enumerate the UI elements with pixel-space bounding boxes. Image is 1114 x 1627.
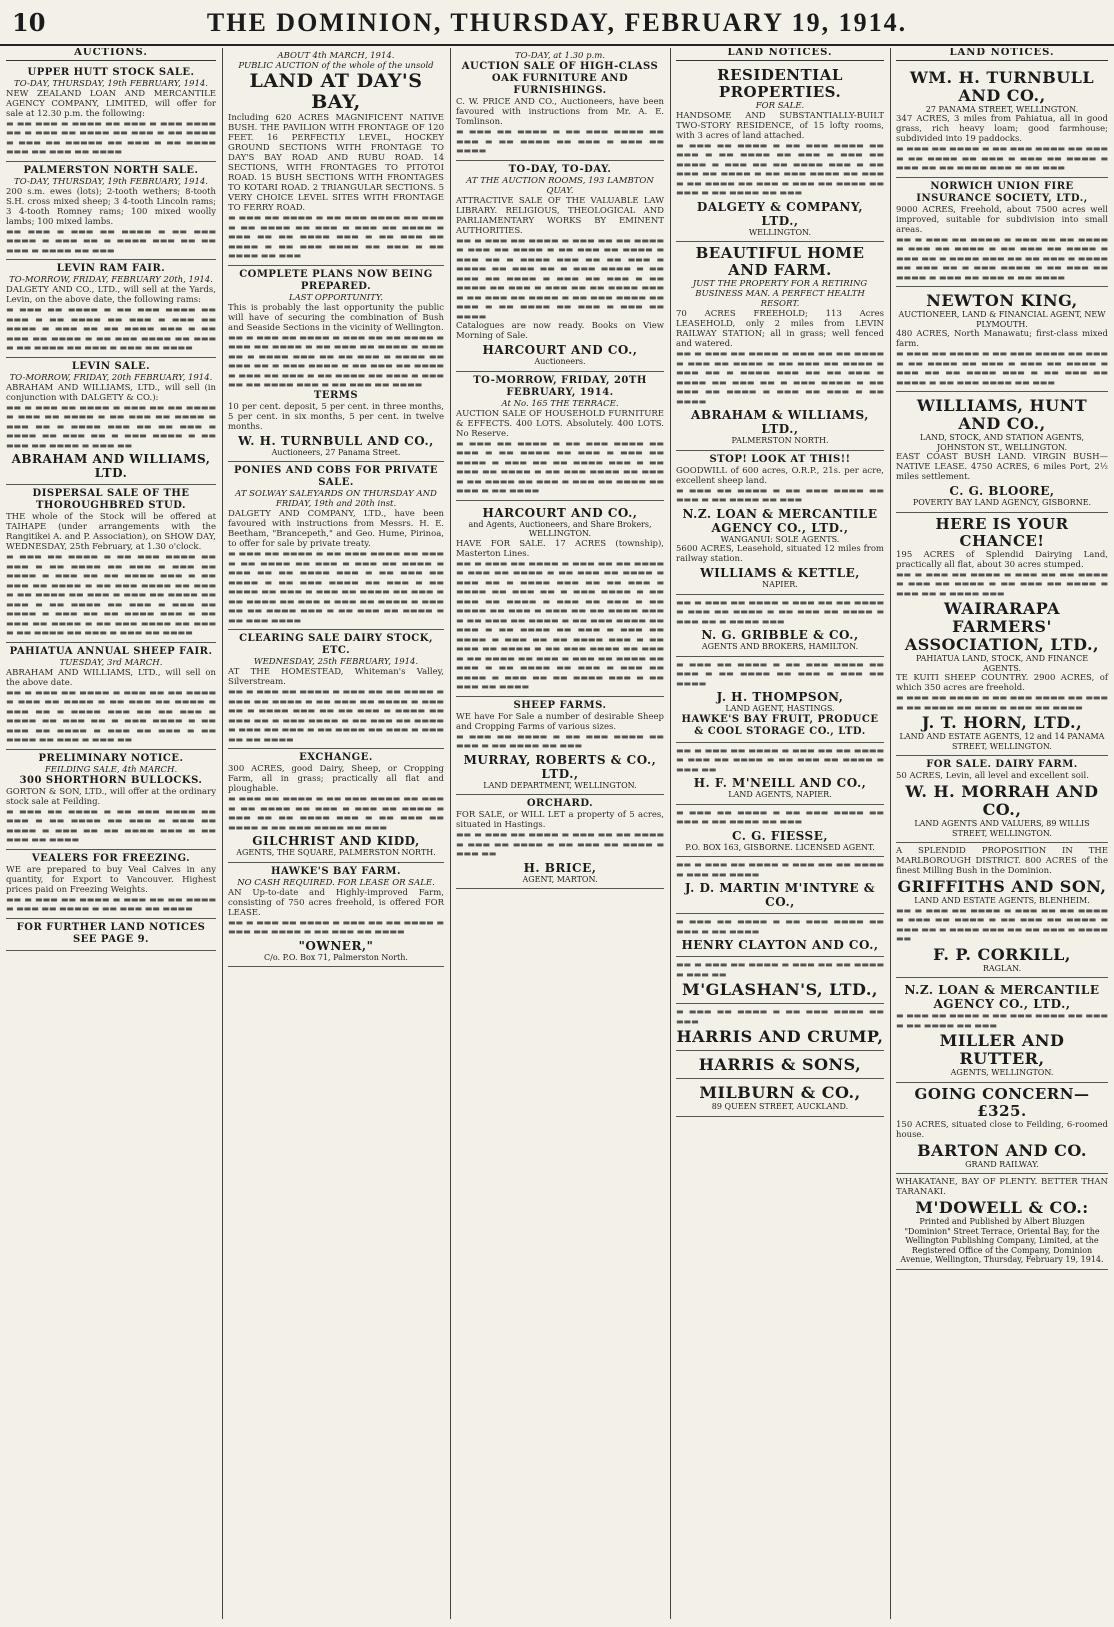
ad-mcglashans [676, 957, 884, 1004]
ad-body: Catalogues are now ready. Books on View Morning of Sale. [456, 321, 664, 341]
ad-firm-address: AGENTS, THE SQUARE, PALMERSTON NORTH. [236, 848, 436, 857]
ad-filler-text: ▬▬ ▬ ▬▬▬ ▬▬ ▬▬▬▬ ▬ ▬▬▬ ▬▬ ▬▬ ▬▬▬▬ ▬ ▬▬▬ ▬▬ ▬▬▬▬ ▬ ▬▬ ▬▬▬ ▬▬ ▬▬▬▬ ▬ ▬▬▬ ▬▬ ▬ ▬▬▬▬ ▬▬▬ ▬▬ ▬▬ ▬▬▬ ▬ ▬▬▬▬ ▬▬ ▬▬▬ ▬▬ ▬ ▬▬▬ ▬▬▬▬ ▬ ▬▬ ▬▬▬ ▬▬ ▬▬▬▬ ▬ ▬▬▬ ▬▬ ▬▬▬ ▬ ▬▬ ▬▬▬▬ ▬▬ ▬▬▬ ▬ ▬▬▬ ▬▬ ▬▬ ▬▬▬▬ [228, 687, 444, 744]
ad-filler-text: ▬ ▬▬▬ ▬▬ ▬▬▬▬ ▬ ▬▬ ▬▬▬ ▬▬▬▬ ▬▬ ▬▬▬ ▬ ▬▬ ▬▬▬▬ [676, 917, 884, 936]
ad-headline: RESIDENTIAL PROPERTIES. [717, 65, 843, 101]
imprint: Printed and Published by Albert Bluzgen "Dominion" Street Terrace, Oriental Bay, for the Wellington Publishing Company, Limited, at the Registered Office of the Company, Dominion Avenue, Wellington, Thursday, February 19, 1914. [900, 1217, 1104, 1265]
ad-heading: EXCHANGE. [299, 752, 373, 763]
ad-heading: CLEARING SALE DAIRY STOCK, ETC. [239, 633, 433, 656]
ad-household-furniture [456, 372, 664, 501]
ad-subheading: TUESDAY, 3rd MARCH. [59, 657, 163, 668]
ad-firm-address: NAPIER. [762, 580, 798, 590]
ad-residential-properties [676, 64, 884, 243]
ad-filler-text: ▬ ▬▬▬ ▬▬ ▬▬▬▬ ▬ ▬▬ ▬▬▬ ▬▬▬▬ ▬▬ ▬▬▬ ▬ ▬▬ ▬▬▬▬ ▬▬ ▬▬▬ ▬ ▬▬▬ ▬▬ ▬▬▬▬ ▬ ▬▬▬ ▬▬ ▬▬ ▬▬▬▬ ▬▬▬ ▬ ▬▬ ▬▬▬ ▬▬ ▬▬▬▬ ▬ ▬▬ ▬▬▬ ▬▬▬▬ ▬▬ ▬▬▬ ▬ ▬▬ ▬▬▬▬ ▬▬ ▬▬▬ ▬ ▬▬▬ ▬▬ ▬▬▬▬ ▬▬ ▬▬▬ ▬ ▬▬ ▬▬▬▬ ▬▬ ▬▬▬ ▬ ▬▬▬ ▬▬ ▬▬▬▬ ▬ ▬▬▬ ▬▬ ▬▬ ▬▬▬▬ ▬▬▬ ▬ ▬▬ ▬▬▬ ▬▬ ▬▬▬▬ ▬ ▬▬ ▬▬▬ ▬▬▬▬ ▬▬ ▬▬▬ ▬ ▬▬ ▬▬▬▬ ▬▬ ▬▬▬ ▬ ▬▬▬ ▬▬ ▬▬▬▬ [6, 552, 216, 638]
ad-filler-text: ▬▬ ▬ ▬▬▬ ▬▬ ▬▬▬▬ ▬ ▬▬▬ ▬▬ ▬▬ ▬▬▬▬ ▬ ▬▬▬ ▬▬ ▬▬▬▬ ▬ ▬▬ ▬▬▬ ▬▬ ▬▬▬▬ [6, 894, 216, 914]
ad-firm-address: 89 QUEEN STREET, AUCKLAND. [711, 1102, 849, 1112]
ad-preliminary-notice [6, 750, 216, 850]
ad-filler-text: ▬ ▬▬▬ ▬▬ ▬▬▬▬ ▬ ▬▬ ▬▬▬ ▬▬▬▬ ▬▬ ▬▬▬ ▬ ▬▬ ▬▬▬▬ ▬▬ ▬▬▬ ▬ ▬▬▬ ▬▬ ▬▬▬▬ ▬ ▬▬▬ ▬▬ ▬▬ ▬▬▬▬ ▬▬▬ ▬ ▬▬ ▬▬▬ ▬▬ ▬▬▬▬ [6, 806, 216, 845]
ad-nz-loan-mercantile [896, 978, 1108, 1083]
ad-ponies-and-cobs [228, 462, 444, 630]
newspaper-title: THE DOMINION, THURSDAY, FEBRUARY 19, 1914. [206, 8, 908, 37]
ad-firm-name: HARRIS & SONS, [698, 1055, 862, 1075]
ad-filler-text: ▬ ▬▬▬ ▬▬ ▬▬▬▬ ▬ ▬▬ ▬▬▬ ▬▬▬▬ ▬▬ ▬▬▬ ▬ ▬▬ ▬▬▬▬ ▬▬ ▬▬▬ ▬ ▬▬▬ ▬▬ ▬▬▬▬ ▬ ▬▬▬ ▬▬ ▬▬ ▬▬▬▬ ▬▬▬ ▬ ▬▬ ▬▬▬ ▬▬ ▬▬▬▬ ▬ ▬▬ ▬▬▬ ▬▬▬▬ ▬▬ ▬▬▬ ▬ ▬▬ ▬▬▬▬ ▬▬ ▬▬▬ ▬ ▬▬▬ ▬▬ ▬▬▬▬ ▬▬ ▬▬▬ ▬ ▬▬ ▬▬▬▬ [456, 438, 664, 495]
column-2 [224, 48, 448, 1619]
column-5 [892, 48, 1112, 1619]
ad-body: 70 ACRES FREEHOLD; 113 Acres LEASEHOLD, only 2 miles from LEVIN RAILWAY STATION; all in grass; well fenced and watered. [676, 309, 884, 350]
ad-heading: LEVIN RAM FAIR. [56, 263, 166, 275]
ad-subheading: JUST THE PROPERTY FOR A RETIRING BUSINESS MAN. A PERFECT HEALTH RESORT. [692, 279, 868, 310]
ad-body: EAST COAST BUSH LAND. VIRGIN BUSH—NATIVE LEASE. 4750 ACRES, 6 miles Port, 2½ miles settlement. [896, 452, 1108, 483]
ad-firm-address: AUCTIONEER, LAND & FINANCIAL AGENT, NEW PLYMOUTH. [898, 310, 1106, 329]
ad-subheading: FEILDING SALE, 4th MARCH. [44, 764, 178, 775]
column-rule [450, 48, 451, 1619]
ad-filler-text: ▬▬ ▬ ▬▬▬ ▬▬ ▬▬▬▬ ▬ ▬▬▬ ▬▬ ▬▬ ▬▬▬▬ ▬ ▬▬▬ ▬▬ ▬▬▬▬ ▬ ▬▬ ▬▬▬ ▬▬ ▬▬▬▬ ▬ ▬▬▬ ▬▬ [676, 745, 884, 774]
ad-filler-text: ▬ ▬▬ ▬▬▬ ▬ ▬▬▬▬ ▬▬ ▬▬▬ ▬ ▬▬▬ ▬▬▬▬ ▬▬ ▬ ▬▬▬ ▬▬ ▬▬▬▬ ▬▬ ▬▬▬ ▬ ▬▬ ▬▬▬▬ ▬ ▬▬▬ ▬▬ ▬▬▬▬▬ ▬▬ ▬▬▬ ▬ ▬▬ ▬▬▬▬ ▬▬▬ ▬▬ ▬▬▬ ▬▬ ▬▬▬▬ [6, 118, 216, 157]
ad-going-concern [896, 1083, 1108, 1175]
ad-body: 150 ACRES, situated close to Feilding, 6-roomed house. [896, 1119, 1108, 1140]
ad-body: DALGETY AND CO., LTD., will sell at the Yards, Levin, on the above date, the following rams: [6, 285, 216, 306]
ad-williams-hunt [896, 392, 1108, 513]
ad-body: AUCTION SALE OF HOUSEHOLD FURNITURE & EFFECTS. 400 LOTS. Absolutely. 400 LOTS. No Reserve. [456, 408, 664, 439]
ad-firm-address: POVERTY BAY LAND AGENCY, GISBORNE. [912, 498, 1092, 508]
ad-firm-name: J. D. MARTIN M'INTYRE & CO., [684, 881, 876, 910]
ad-firm-name: DALGETY & COMPANY, LTD., [696, 199, 864, 228]
column-1 [2, 48, 220, 1619]
ad-firm-name: H. F. M'NEILL AND CO., [693, 776, 867, 791]
ad-filler-text: ▬▬ ▬ ▬▬▬ ▬▬ ▬▬▬▬ ▬ ▬▬▬ ▬▬ ▬▬ ▬▬▬▬ ▬ ▬▬▬ ▬▬ ▬▬▬▬ [676, 860, 884, 879]
ad-firm-name: NEWTON KING, [926, 291, 1078, 311]
ad-firm-name: HARCOURT AND CO., [482, 505, 638, 520]
ad-hawkes-bay-farm [228, 863, 444, 968]
ad-firm-name: MURRAY, ROBERTS & CO., LTD., [463, 752, 657, 781]
ad-firm-name: HARCOURT AND CO., [482, 343, 638, 357]
ad-body: C. W. PRICE AND CO., Auctioneers, have been favoured with instructions from Mr. A. E. Tomlinson. [456, 97, 664, 127]
ad-body: GOODWILL of 600 acres, O.R.P., 21s. per acre, excellent sheep land. [676, 465, 884, 486]
ad-heading: STOP! LOOK AT THIS!! [709, 453, 851, 465]
ad-body: 50 ACRES, Levin, all level and excellent soil. [896, 771, 1089, 782]
ad-orchard [456, 795, 664, 889]
ad-heading: PALMERSTON NORTH SALE. [23, 164, 199, 176]
ad-heading: ORCHARD. [526, 798, 594, 809]
ad-heading: FOR SALE. DAIRY FARM. [926, 759, 1078, 771]
ad-headline: HERE IS YOUR CHANCE! [935, 514, 1069, 550]
ad-subheading: FOR SALE. [755, 100, 805, 111]
ad-firm-address: LAND AGENTS AND VALUERS, 89 WILLIS STREET, WELLINGTON. [914, 819, 1090, 838]
ad-firm-name: C. G. FIESSE, [731, 828, 829, 843]
ad-filler-text: ▬▬ ▬ ▬▬▬ ▬▬ ▬▬▬▬ ▬ ▬▬▬ ▬▬ ▬▬ ▬▬▬▬ ▬ ▬▬▬ ▬▬ ▬▬▬▬ ▬ ▬▬ ▬▬▬ ▬▬ ▬▬▬▬ [228, 917, 444, 936]
ad-heading: TO-DAY, TO-DAY. [508, 163, 612, 175]
ad-filler-text: ▬ ▬▬▬ ▬▬ ▬▬▬▬ ▬ ▬▬ ▬▬▬ ▬▬▬▬ ▬▬ ▬▬▬ ▬ ▬▬ ▬▬▬▬ ▬▬ ▬▬▬ [896, 1011, 1108, 1030]
ad-stop-look [676, 451, 884, 595]
ad-levin-sale [6, 358, 216, 486]
ad-filler-text: ▬ ▬▬▬ ▬▬ ▬▬▬▬ ▬ ▬▬ ▬▬▬ ▬▬▬▬ ▬▬ ▬▬▬ ▬ ▬▬ ▬▬▬▬ ▬▬ ▬▬▬ ▬ ▬▬▬ ▬▬ ▬▬▬▬ [896, 693, 1108, 712]
ad-terms-heading: TERMS [313, 389, 359, 401]
ad-subheading: TO-MORROW, FRIDAY, 20th FEBRUARY, 1914. [9, 372, 213, 383]
ad-dispersal-sale [6, 485, 216, 643]
ad-harris-sons [676, 1051, 884, 1079]
ad-body: 300 ACRES, good Dairy, Sheep, or Cropping Farm, all in grass; practically all flat and ploughable. [228, 764, 444, 794]
ad-dairy-farm [896, 756, 1108, 843]
ad-heading: HAWKE'S BAY FRUIT, PRODUCE & COOL STORAGE CO., LTD. [681, 713, 879, 737]
ad-harcourt-for-sale [456, 501, 664, 697]
ad-palmerston-north-sale [6, 162, 216, 261]
ad-firm-name: ABRAHAM & WILLIAMS, LTD., [691, 408, 869, 437]
ad-heading: PAHIATUA ANNUAL SHEEP FAIR. [9, 645, 213, 657]
ad-firm-name: W. H. MORRAH AND CO., [905, 782, 1099, 820]
ad-firm-name: J. T. HORN, LTD., [921, 713, 1083, 733]
ad-griffiths [896, 843, 1108, 978]
ad-body: Including 620 ACRES MAGNIFICENT NATIVE BUSH. THE PAVILION WITH FRONTAGE OF 120 FEET. 16 PERFECTLY LEVEL, HOCKEY GROUND SECTIONS WITH FRONTAGE TO DAY'S BAY ROAD AND RUBU ROAD. 14 SECTIONS, WITH FRONTAGES TO PITOTOI ROAD. 15 BUSH SECTIONS WITH FRONTAGES TO KOTARI ROAD. 2 TRIANGULAR SECTIONS. 5 VERY CHOICE LEVEL SITES WITH FRONTAGE TO FERRY ROAD. [228, 113, 444, 213]
ad-firm-address: LAND AGENTS, NAPIER. [728, 790, 832, 800]
ad-mcneill [676, 743, 884, 805]
ad-filler-text: ▬ ▬▬▬ ▬▬ ▬▬▬▬ ▬ ▬▬ ▬▬▬ ▬▬▬▬ ▬▬ ▬▬▬ ▬ ▬▬ ▬▬▬▬ ▬▬ ▬▬▬ [676, 807, 884, 827]
ad-firm-name: WAIRARAPA FARMERS' ASSOCIATION, LTD., [904, 599, 1100, 655]
ad-firm-name: C. G. BLOORE, [949, 484, 1055, 499]
ad-heading: PONIES AND COBS FOR PRIVATE SALE. [233, 465, 439, 488]
ad-body: ABRAHAM AND WILLIAMS, LTD., will sell (in conjunction with DALGETY & CO.): [6, 382, 216, 403]
ad-firm-name: W. H. TURNBULL AND CO., [238, 433, 434, 448]
ad-firm-address: AGENTS, WELLINGTON. [950, 1068, 1054, 1078]
ad-clayton [676, 914, 884, 957]
ad-heading: NORWICH UNION FIRE INSURANCE SOCIETY, LTD., [916, 180, 1088, 204]
ad-subheading: TO-DAY, THURSDAY, 19th FEBRUARY, 1914. [14, 176, 208, 187]
ad-firm-name: N. G. GRIBBLE & CO., [701, 628, 859, 643]
ad-filler-text: ▬▬ ▬ ▬▬▬ ▬▬ ▬▬▬▬ ▬ ▬▬▬ ▬▬ ▬▬ ▬▬▬▬ ▬ ▬▬▬ ▬▬ ▬▬▬▬ ▬ ▬▬ ▬▬▬ ▬▬ ▬▬▬▬ ▬ ▬▬▬ ▬▬ ▬ ▬▬▬▬ ▬▬▬ ▬▬ ▬▬ ▬▬▬ ▬ ▬▬▬▬ ▬▬ ▬▬▬ ▬▬ ▬ ▬▬▬ ▬▬▬▬ ▬ ▬▬ ▬▬▬ ▬▬ ▬▬▬▬ ▬ ▬▬▬ ▬▬ ▬▬▬ ▬ ▬▬ ▬▬▬▬ ▬▬ ▬▬▬ ▬ ▬▬▬ ▬▬ ▬▬ ▬▬▬▬ ▬▬▬ ▬ ▬▬ ▬▬▬ ▬▬ ▬▬▬▬ [228, 332, 444, 389]
ad-filler-text: ▬▬ ▬ ▬▬▬ ▬▬ ▬▬▬▬ ▬ ▬▬▬ ▬▬ ▬▬ ▬▬▬▬ ▬ ▬▬▬ ▬▬ ▬▬▬▬ ▬ ▬▬ ▬▬▬ ▬▬ ▬▬▬▬ ▬ ▬▬▬ ▬▬ ▬ ▬▬▬▬ ▬▬▬ [676, 597, 884, 626]
ad-headline: GOING CONCERN—£325. [914, 1084, 1090, 1120]
ad-firm-address: 27 PANAMA STREET, WELLINGTON. [925, 104, 1079, 114]
ad-clearing-sale [228, 630, 444, 749]
ad-firm-name: WILLIAMS & KETTLE, [700, 566, 860, 581]
ad-firm-address: LAND AND ESTATE AGENTS, 12 and 14 PANAMA STREET, WELLINGTON. [899, 732, 1105, 751]
column-rule [222, 48, 223, 1619]
ad-complete-plans [228, 266, 444, 463]
ad-upper-hutt [6, 64, 216, 162]
ad-filler-text: ▬ ▬▬▬ ▬▬ ▬▬▬▬ ▬ ▬▬ ▬▬▬ ▬▬▬▬ ▬▬ ▬▬▬ ▬ ▬▬ ▬▬▬▬ ▬▬ ▬▬▬ ▬ ▬▬▬ ▬▬ ▬▬▬▬ ▬ ▬▬▬ ▬▬ ▬▬ ▬▬▬▬ ▬▬▬ ▬ ▬▬ ▬▬▬ ▬▬ ▬▬▬▬ ▬ ▬▬ ▬▬▬ ▬▬▬▬ ▬▬ ▬▬▬ [228, 794, 444, 832]
ad-body: HANDSOME AND SUBSTANTIALLY-BUILT TWO-STORY RESIDENCE, of 15 lofty rooms, with 3 acres of land attached. [676, 110, 884, 141]
ad-body: 200 s.m. ewes (lots); 2-tooth wethers; 8-tooth S.H. cross mixed sheep; 3 4-tooth Lincoln rams; 3 4-tooth Romney rams; 100 mixed woolly lambs; 100 mixed lambs. [6, 186, 216, 227]
ad-newton-king [896, 287, 1108, 392]
ad-heading: LEVIN SALE. [71, 360, 151, 372]
ad-body: FOR SALE, or WILL LET a property of 5 acres, situated in Hastings. [456, 810, 664, 830]
ad-body: WHAKATANE, BAY OF PLENTY. BETTER THAN TARANAKI. [896, 1177, 1108, 1198]
ad-firm-address: LAND, STOCK, AND STATION AGENTS, JOHNSTON ST., WELLINGTON. [920, 433, 1084, 452]
ad-firm-address: WANGANUI: SOLE AGENTS. [720, 534, 840, 544]
ad-milburn [676, 1079, 884, 1117]
ad-body: WE have For Sale a number of desirable Sheep and Cropping Farms of various sizes. [456, 711, 664, 732]
ad-filler-text: ▬▬ ▬ ▬▬▬ ▬▬ ▬▬▬▬ ▬ ▬▬▬ ▬▬ ▬▬ ▬▬▬▬ ▬ ▬▬▬ ▬▬ ▬▬▬▬ ▬ ▬▬ ▬▬▬ ▬▬ ▬▬▬▬ ▬ ▬▬▬ ▬▬ ▬ ▬▬▬▬ ▬▬▬ ▬▬ ▬▬ ▬▬▬ ▬ ▬▬▬▬ ▬▬ [896, 905, 1108, 944]
ad-subheading: ABOUT 4th MARCH, 1914. [277, 51, 395, 61]
ad-headline: BEAUTIFUL HOME AND FARM. [695, 244, 865, 280]
ad-body: HAVE FOR SALE. 17 ACRES (township), Masterton Lines. [456, 538, 664, 559]
ad-firm-name: J. H. THOMPSON, [716, 690, 844, 705]
ad-subheading: AT THE AUCTION ROOMS, 193 LAMBTON QUAY. [466, 175, 654, 196]
ad-heading: 300 SHORTHORN BULLOCKS. [19, 774, 203, 786]
ad-subheading: TO-DAY, THURSDAY, 19th FEBRUARY, 1914. [14, 78, 208, 89]
ad-firm-address: GRAND RAILWAY. [965, 1159, 1039, 1169]
ad-firm-address: AGENT, MARTON. [522, 874, 598, 884]
ad-filler-text: ▬▬ ▬ ▬▬▬ ▬▬ ▬▬▬▬ ▬ ▬▬▬ ▬▬ ▬▬ ▬▬▬▬ ▬ ▬▬▬ ▬▬ ▬▬▬▬ ▬ ▬▬ ▬▬▬ ▬▬ ▬▬▬▬ ▬ ▬▬▬ ▬▬ [456, 830, 664, 858]
ad-subheading: NO CASH REQUIRED. FOR LEASE OR SALE. [237, 877, 435, 888]
ad-body: 480 ACRES, North Manawatu; first-class mixed farm. [896, 329, 1108, 350]
ad-body: AT THE HOMESTEAD, Whiteman's Valley, Silverstream. [228, 667, 444, 687]
ad-subheading: TO-DAY, at 1.30 p.m. [514, 51, 606, 61]
ad-heading: TO-MORROW, FRIDAY, 20TH FEBRUARY, 1914. [473, 374, 647, 398]
ad-beautiful-home [676, 242, 884, 451]
ad-heading: FOR FURTHER LAND NOTICES SEE PAGE 9. [16, 921, 206, 945]
ad-martin-mcintyre [676, 857, 884, 914]
ad-filler-text: ▬▬ ▬ ▬▬▬ ▬▬ ▬▬▬▬ ▬ ▬▬▬ ▬▬ ▬▬ ▬▬▬▬ ▬ ▬▬▬ ▬▬ ▬▬▬▬ ▬ ▬▬ ▬▬▬ ▬▬ ▬▬▬▬ ▬ ▬▬▬ ▬▬ ▬ ▬▬▬▬ ▬▬▬ ▬▬ ▬▬ ▬▬▬ ▬ ▬▬▬▬ ▬▬ ▬▬▬ ▬▬ ▬ ▬▬▬ ▬▬▬▬ ▬ ▬▬ ▬▬▬ ▬▬ ▬▬▬▬ ▬ ▬▬▬ ▬▬ [6, 402, 216, 450]
ad-filler-text: ▬▬ ▬ ▬▬▬ ▬▬ ▬▬▬▬ ▬ ▬▬▬ ▬▬ ▬▬ ▬▬▬▬ ▬ ▬▬▬ ▬▬ [676, 960, 884, 979]
ad-sheep-farms [456, 697, 664, 796]
ad-filler-text: ▬ ▬▬▬ ▬▬ ▬▬▬▬ ▬ ▬▬ ▬▬▬ ▬▬▬▬ ▬▬ ▬▬▬ ▬ ▬▬ ▬▬▬▬ ▬▬ ▬▬▬ ▬ ▬▬▬ ▬▬ ▬▬▬▬ ▬ ▬▬▬ ▬▬ ▬▬ ▬▬▬▬ ▬▬▬ ▬ ▬▬ ▬▬▬ ▬▬ ▬▬▬▬ ▬ ▬▬ ▬▬▬ ▬▬▬▬ ▬▬ ▬▬▬ ▬ ▬▬ ▬▬▬▬ ▬▬ ▬▬▬ ▬ ▬▬▬ ▬▬ ▬▬▬▬ ▬▬ ▬▬▬ ▬ ▬▬ ▬▬▬▬ ▬▬ ▬▬▬ ▬ ▬▬▬ ▬▬ ▬▬▬▬ ▬ ▬▬▬ ▬▬ ▬▬ ▬▬▬▬ ▬▬▬ ▬ ▬▬ ▬▬▬ ▬▬ ▬▬▬▬ ▬ ▬▬ ▬▬▬ ▬▬▬▬ [228, 549, 444, 625]
ad-firm-name: WILLIAMS, HUNT AND CO., [916, 396, 1088, 434]
ad-further-land-notices [6, 919, 216, 951]
ad-firm-address: C/o. P.O. Box 71, Palmerston North. [264, 952, 408, 962]
ad-filler-text: ▬ ▬▬▬ ▬▬ ▬▬▬▬ ▬ ▬▬ ▬▬▬ ▬▬▬▬ ▬▬ ▬▬▬ ▬ ▬▬ ▬▬▬▬ ▬▬ ▬▬▬ ▬ ▬▬▬ ▬▬ ▬▬▬▬ ▬ ▬▬▬ ▬▬ ▬▬ ▬▬▬▬ ▬▬▬ ▬ ▬▬ ▬▬▬ ▬▬ ▬▬▬▬ ▬ ▬▬ ▬▬▬ ▬▬▬▬ ▬▬ ▬▬▬ ▬ ▬▬ ▬▬▬▬ ▬▬ ▬▬▬ [228, 213, 444, 260]
ad-subheading: PUBLIC AUCTION of the whole of the unsold [238, 61, 434, 71]
ad-body: 10 per cent. deposit, 5 per cent. in three months, 5 per cent. in six months, 5 per cent. in twelve months. [228, 401, 444, 432]
ad-heading: SHEEP FARMS. [513, 699, 607, 711]
ad-filler-text: ▬▬ ▬ ▬▬▬ ▬▬ ▬▬▬▬ ▬ ▬▬▬ ▬▬ ▬▬ ▬▬▬▬ ▬ ▬▬▬ ▬▬ ▬▬▬▬ ▬ ▬▬ ▬▬▬ ▬▬ ▬▬▬▬ ▬ ▬▬▬ ▬▬ ▬ ▬▬▬▬ ▬▬▬ ▬▬ ▬▬ ▬▬▬ ▬ ▬▬▬▬ ▬▬ ▬▬▬ ▬▬ ▬ ▬▬▬ ▬▬▬▬ ▬ ▬▬ ▬▬▬ ▬▬ ▬▬▬▬ ▬ ▬▬▬ ▬▬ ▬▬▬ ▬ ▬▬ ▬▬▬▬ ▬▬ ▬▬▬ ▬ ▬▬▬ ▬▬ ▬▬ ▬▬▬▬ ▬▬▬ ▬ ▬▬ ▬▬▬ ▬▬ ▬▬▬▬ ▬ ▬▬ ▬▬▬ ▬▬▬▬ ▬▬ ▬▬▬ ▬ ▬▬ ▬▬▬▬ ▬▬ ▬▬▬ ▬ ▬▬▬ ▬▬ ▬▬▬▬ ▬ ▬▬▬ ▬▬ ▬▬ ▬▬▬▬ ▬▬▬ ▬ ▬▬ ▬▬▬ ▬▬ ▬▬▬▬ ▬ ▬▬ ▬▬▬ ▬▬▬▬ ▬▬ ▬▬▬ ▬ ▬▬ ▬▬▬▬ ▬▬ ▬▬▬ ▬ ▬▬▬ ▬▬ ▬▬▬▬ ▬▬ ▬▬▬ ▬ ▬▬ ▬▬▬▬ ▬▬ ▬▬▬ ▬ ▬▬▬ ▬▬ ▬▬▬▬ ▬ ▬▬▬ ▬▬ ▬▬ ▬▬▬▬ ▬▬▬ ▬ ▬▬ ▬▬▬ ▬▬ ▬▬▬▬ [456, 558, 664, 691]
page-number: 10 [12, 8, 46, 37]
ad-mcdowell [896, 1174, 1108, 1270]
ad-heading: COMPLETE PLANS NOW BEING PREPARED. [239, 268, 433, 292]
ad-firm-address: LAND DEPARTMENT, WELLINGTON. [483, 780, 637, 790]
ad-body: 195 ACRES of Splendid Dairying Land, practically all flat, about 30 acres stumped. [896, 549, 1108, 570]
ad-firm-name: M'GLASHAN'S, LTD., [682, 980, 878, 1000]
ad-days-bay-land [228, 48, 444, 266]
ad-body: 9000 ACRES, Freehold, about 7500 acres well improved, suitable for subdivision into small areas. [896, 204, 1108, 235]
ad-firm-name: MILBURN & CO., [699, 1083, 861, 1103]
ad-subheading: AT SOLWAY SALEYARDS ON THURSDAY AND FRIDAY, 19th and 20th inst. [235, 489, 437, 509]
ad-vealers [6, 850, 216, 919]
ad-firm-address: P.O. BOX 163, GISBORNE. LICENSED AGENT. [685, 842, 875, 852]
ad-body: NEW ZEALAND LOAN AND MERCANTILE AGENCY COMPANY, LIMITED, will offer for sale at 12.30 p.m. the following: [6, 88, 216, 119]
ad-filler-text: ▬▬ ▬ ▬▬▬ ▬▬ ▬▬▬▬ ▬ ▬▬▬ ▬▬ ▬▬ ▬▬▬▬ ▬ ▬▬▬ ▬▬ ▬▬▬▬ ▬ ▬▬ ▬▬▬ ▬▬ ▬▬▬▬ ▬ ▬▬▬ ▬▬ ▬ ▬▬▬▬ ▬▬▬ ▬▬ ▬▬ ▬▬▬ ▬ ▬▬▬▬ ▬▬ ▬▬▬ ▬▬ ▬ ▬▬▬ ▬▬▬▬ ▬ ▬▬ ▬▬▬ ▬▬ ▬▬▬▬ ▬ ▬▬▬ ▬▬ ▬▬▬ ▬ ▬▬ ▬▬▬▬ [896, 234, 1108, 282]
ad-pahiatua-sheep-fair [6, 643, 216, 750]
ad-heading: AUCTION SALE OF HIGH-CLASS OAK FURNITURE AND FURNISHINGS. [461, 61, 659, 96]
ad-subheading: TO-MORROW, FRIDAY, FEBRUARY 20th, 1914. [9, 275, 213, 286]
ad-body: This is probably the last opportunity the public will have of securing the combination of Bush and Seaside Sections in the vicinity of Wellington. [228, 302, 444, 333]
ad-law-library [456, 161, 664, 372]
ad-firm-address: AGENTS AND BROKERS, HAMILTON. [701, 642, 859, 652]
ad-filler-text: ▬ ▬▬▬ ▬▬ ▬▬▬▬ ▬ ▬▬ ▬▬▬ ▬▬▬▬ ▬▬ ▬▬▬ [676, 1007, 884, 1026]
ad-subheading: LAST OPPORTUNITY. [288, 292, 384, 303]
ad-heading: UPPER HUTT STOCK SALE. [27, 66, 195, 78]
ad-firm-name: GILCHRIST AND KIDD, [252, 834, 420, 848]
ad-filler-text: ▬ ▬▬▬ ▬▬ ▬▬▬▬ ▬ ▬▬ ▬▬▬ ▬▬▬▬ ▬▬ ▬▬▬ ▬ ▬▬ ▬▬▬▬ ▬▬ ▬▬▬ ▬ ▬▬▬ ▬▬ ▬▬▬▬ [676, 659, 884, 688]
ad-levin-ram-fair [6, 260, 216, 358]
ad-body: AN Up-to-date and Highly-improved Farm, consisting of 750 acres freehold, is offered FOR LEASE. [228, 887, 444, 918]
ad-filler-text: ▬▬ ▬ ▬▬▬ ▬▬ ▬▬▬▬ ▬ ▬▬▬ ▬▬ ▬▬ ▬▬▬▬ ▬ ▬▬▬ ▬▬ ▬▬▬▬ ▬ ▬▬ ▬▬▬ ▬▬ ▬▬▬▬ ▬ ▬▬▬ ▬▬ ▬ ▬▬▬▬ ▬▬▬ [896, 569, 1108, 598]
column-rule [890, 48, 891, 1619]
ad-firm-name: N.Z. LOAN & MERCANTILE AGENCY CO., LTD., [904, 983, 1100, 1012]
ad-body: ABRAHAM AND WILLIAMS, LTD., will sell on the above date. [6, 667, 216, 688]
ad-here-is-your-chance [896, 513, 1108, 757]
ad-body: 347 ACRES, 3 miles from Pahiatua, all in good grass, rich heavy loam; good farmhouse; subdivided into 19 paddocks. [896, 114, 1108, 145]
ad-firm-role: Auctioneers. [534, 357, 586, 366]
column-rule [670, 48, 671, 1619]
ad-firm-name: N.Z. LOAN & MERCANTILE AGENCY CO., LTD., [682, 506, 878, 535]
ad-filler-text: ▬▬ ▬ ▬▬▬ ▬▬ ▬▬▬▬ ▬ ▬▬▬ ▬▬ ▬▬ ▬▬▬▬ ▬ ▬▬▬ ▬▬ ▬▬▬▬ ▬ ▬▬ ▬▬▬ ▬▬ ▬▬▬▬ ▬ ▬▬▬ ▬▬ ▬ ▬▬▬▬ ▬▬▬ ▬▬ ▬▬ ▬▬▬ ▬ ▬▬▬▬ ▬▬ ▬▬▬ ▬▬ ▬ ▬▬▬ ▬▬▬▬ ▬ ▬▬ ▬▬▬ ▬▬ ▬▬▬▬ ▬ ▬▬▬ ▬▬ ▬▬▬ ▬ ▬▬ ▬▬▬▬ ▬▬ ▬▬▬ ▬ ▬▬▬ ▬▬ ▬▬ ▬▬▬▬ ▬▬▬ ▬ ▬▬ ▬▬▬ ▬▬ ▬▬▬▬ ▬ ▬▬ ▬▬▬ ▬▬▬▬ ▬▬ ▬▬▬ ▬ ▬▬ ▬▬▬▬ ▬▬ ▬▬▬ ▬ ▬▬▬ ▬▬ ▬▬▬▬ [456, 235, 664, 321]
ad-filler-text: ▬ ▬▬▬ ▬▬ ▬▬▬▬ ▬ ▬▬ ▬▬▬ ▬▬▬▬ ▬▬ ▬▬▬ ▬ ▬▬ ▬▬▬▬ ▬▬ ▬▬▬ ▬ ▬▬▬ ▬▬ ▬▬▬▬ ▬ ▬▬▬ ▬▬ ▬▬ ▬▬▬▬ ▬▬▬ ▬ ▬▬ ▬▬▬ ▬▬ ▬▬▬▬ ▬ ▬▬ ▬▬▬ ▬▬▬▬ ▬▬ ▬▬▬ ▬ ▬▬ ▬▬▬▬ ▬▬ ▬▬▬ ▬ ▬▬▬ ▬▬ ▬▬▬▬ [6, 305, 216, 353]
ad-body: DALGETY AND COMPANY, LTD., have been favoured with instructions from Messrs. H. E. Beetham, "Brancepeth," and Geo. Hume, Pirinoa, to offer for sale by private treaty. [228, 509, 444, 549]
ad-subheading: At No. 165 THE TERRACE. [501, 398, 619, 409]
ad-filler-text: ▬ ▬▬▬ ▬▬ ▬▬▬▬ ▬ ▬▬ ▬▬▬ ▬▬▬▬ ▬▬ ▬▬▬ ▬ ▬▬ ▬▬▬▬ ▬▬ ▬▬▬ ▬ ▬▬▬ ▬▬ ▬▬▬▬ ▬ ▬▬▬ ▬▬ ▬▬ ▬▬▬▬ ▬▬▬ ▬ ▬▬ ▬▬▬ ▬▬ ▬▬▬▬ ▬ ▬▬ ▬▬▬ ▬▬▬▬ ▬▬ ▬▬▬ [896, 349, 1108, 387]
ad-firm-role: and Agents, Auctioneers, and Share Brokers, WELLINGTON. [468, 519, 652, 538]
ad-heading: VEALERS FOR FREEZING. [31, 852, 191, 864]
ad-subheading: WEDNESDAY, 25th FEBRUARY, 1914. [253, 657, 419, 667]
ad-firm-name: HARRIS AND CRUMP, [676, 1027, 884, 1047]
ad-norwich-union [896, 178, 1108, 288]
ad-body: GORTON & SON, LTD., will offer at the ordinary stock sale at Feilding. [6, 786, 216, 807]
ad-firm-name: M'DOWELL & CO.: [915, 1198, 1089, 1218]
ad-filler-text: ▬ ▬▬▬ ▬▬ ▬▬▬▬ ▬ ▬▬ ▬▬▬ ▬▬▬▬ ▬▬ ▬▬▬ ▬ ▬▬ ▬▬▬▬ ▬▬ ▬▬▬ ▬ ▬▬▬ ▬▬ ▬▬▬▬ ▬ ▬▬▬ ▬▬ ▬▬ ▬▬▬▬ ▬▬▬ ▬ ▬▬ ▬▬▬ [896, 144, 1108, 173]
ad-oak-furniture [456, 48, 664, 161]
ad-heading: PRELIMINARY NOTICE. [38, 752, 184, 764]
ad-firm-address: PAHIATUA LAND, STOCK, AND FINANCE AGENTS. [915, 654, 1089, 673]
ad-firm-name: HENRY CLAYTON AND CO., [681, 938, 879, 953]
ad-firm-name: "OWNER," [298, 938, 374, 953]
ad-body: WE are prepared to buy Veal Calves in any quantity, for Export to Vancouver. Highest prices paid on Freezing Weights. [6, 864, 216, 895]
ad-filler-text: ▬ ▬▬▬ ▬▬ ▬▬▬▬ ▬ ▬▬ ▬▬▬ ▬▬▬▬ ▬▬ ▬▬▬ ▬ ▬▬ ▬▬▬▬ ▬▬ ▬▬▬ ▬ ▬▬▬ ▬▬ ▬▬▬▬ [456, 127, 664, 155]
ad-filler-text: ▬ ▬▬▬ ▬▬ ▬▬▬▬ ▬ ▬▬ ▬▬▬ ▬▬▬▬ ▬▬ ▬▬▬ ▬ ▬▬ ▬▬▬▬ ▬▬ ▬▬▬ ▬ ▬▬▬ ▬▬ ▬▬▬▬ ▬ ▬▬▬ ▬▬ ▬▬ ▬▬▬▬ ▬▬▬ ▬ ▬▬ ▬▬▬ ▬▬ ▬▬▬▬ ▬ ▬▬ ▬▬▬ ▬▬▬▬ ▬▬ ▬▬▬ ▬ ▬▬ ▬▬▬▬ ▬▬ ▬▬▬ ▬ ▬▬▬ ▬▬ ▬▬▬▬ ▬▬ ▬▬▬ ▬ ▬▬ ▬▬▬▬ ▬▬ ▬▬▬ [676, 140, 884, 198]
ad-firm-name: MILLER AND RUTTER, [939, 1031, 1065, 1069]
ad-filler-text: ▬▬ ▬ ▬▬▬ ▬▬ ▬▬▬▬ ▬ ▬▬▬ ▬▬ ▬▬ ▬▬▬▬ ▬ ▬▬▬ ▬▬ ▬▬▬▬ ▬ ▬▬ ▬▬▬ ▬▬ ▬▬▬▬ ▬ ▬▬▬ ▬▬ ▬ ▬▬▬▬ ▬▬▬ ▬▬ ▬▬ ▬▬▬ ▬ ▬▬▬▬ ▬▬ ▬▬▬ ▬▬ ▬ ▬▬▬ ▬▬▬▬ ▬ ▬▬ ▬▬▬ ▬▬ ▬▬▬▬ ▬ ▬▬▬ ▬▬ ▬▬▬ ▬ ▬▬ ▬▬▬▬ [676, 349, 884, 406]
ad-firm-address: WELLINGTON. [748, 227, 812, 237]
ad-body: 5600 ACRES, Leasehold, situated 12 miles from railway station. [676, 544, 884, 565]
ad-filler-text: ▬ ▬▬▬ ▬▬ ▬▬▬▬ ▬ ▬▬ ▬▬▬ ▬▬▬▬ ▬▬ ▬▬▬ ▬ ▬▬ ▬▬▬▬ ▬▬ ▬▬▬ [456, 731, 664, 750]
ad-firm-name: F. P. CORKILL, [933, 944, 1071, 964]
ad-firm-address: LAND AND ESTATE AGENTS, BLENHEIM. [914, 896, 1090, 906]
column-header: LAND NOTICES. [676, 48, 884, 61]
ad-firm-name: BARTON AND CO. [917, 1140, 1087, 1160]
ad-heading: DISPERSAL SALE OF THE THOROUGHBRED STUD. [32, 488, 190, 512]
column-3 [452, 48, 668, 1619]
ad-thompson [676, 657, 884, 743]
column-header: LAND NOTICES. [896, 48, 1108, 61]
ad-filler-text: ▬ ▬▬▬ ▬▬ ▬▬▬▬ ▬ ▬▬ ▬▬▬ ▬▬▬▬ ▬▬ ▬▬▬ ▬ ▬▬ ▬▬▬▬ ▬▬ ▬▬▬ [676, 485, 884, 505]
ad-firm-address: RAGLAN. [982, 963, 1022, 973]
ad-body: THE whole of the Stock will be offered at TAIHAPE (under arrangements with the Rangitikei A. and P. Association), on SHOW DAY, WEDNESDAY, 25th February, at 1.30 o'clock. [6, 512, 216, 553]
ad-headline: LAND AT DAY'S BAY, [249, 70, 423, 113]
ad-fiesse [676, 805, 884, 858]
ad-firm-name: ABRAHAM AND WILLIAMS, LTD. [11, 452, 211, 481]
ad-turnbull [896, 64, 1108, 178]
ad-filler-text: ▬▬ ▬ ▬▬▬ ▬▬ ▬▬▬▬ ▬ ▬▬▬ ▬▬ ▬▬ ▬▬▬▬ ▬ ▬▬▬ ▬▬ ▬▬▬▬ ▬ ▬▬ ▬▬▬ ▬▬ ▬▬▬▬ ▬ ▬▬▬ ▬▬ ▬ ▬▬▬▬ ▬▬▬ ▬▬ ▬▬ ▬▬▬ ▬ ▬▬▬▬ ▬▬ ▬▬▬ ▬▬ ▬ ▬▬▬ ▬▬▬▬ ▬ ▬▬ ▬▬▬ ▬▬ ▬▬▬▬ ▬ ▬▬▬ ▬▬ ▬▬▬ ▬ ▬▬ ▬▬▬▬ ▬▬ ▬▬▬ ▬ ▬▬▬ ▬▬ [6, 687, 216, 745]
ad-gribble [676, 595, 884, 657]
column-4 [672, 48, 888, 1619]
ad-filler-text: ▬▬ ▬▬▬ ▬ ▬▬▬ ▬▬ ▬▬▬▬ ▬ ▬▬ ▬▬▬ ▬▬▬▬ ▬ ▬▬▬ ▬▬ ▬ ▬▬▬▬ ▬▬▬ ▬▬ ▬▬ ▬▬▬ ▬ ▬▬▬▬ ▬▬ ▬▬▬ [6, 226, 216, 255]
ad-body: TE KUITI SHEEP COUNTRY. 2900 ACRES, of which 350 acres are freehold. [896, 673, 1108, 694]
ad-body: A SPLENDID PROPOSITION IN THE MARLBOROUGH DISTRICT. 800 ACRES of the finest Milling Bush in the Dominion. [896, 846, 1108, 877]
ad-firm-address: PALMERSTON NORTH. [731, 436, 829, 446]
ad-body: ATTRACTIVE SALE OF THE VALUABLE LAW LIBRARY. RELIGIOUS, THEOLOGICAL AND PARLIAMENTARY WORKS BY EMINENT AUTHORITIES. [456, 195, 664, 236]
ad-firm-address: LAND AGENT, HASTINGS. [725, 704, 835, 714]
ad-firm-name: H. BRICE, [523, 860, 597, 875]
masthead [0, 0, 1114, 46]
ad-heading: HAWKE'S BAY FARM. [271, 865, 401, 877]
ad-firm-name: GRIFFITHS AND SON, [897, 877, 1107, 897]
ad-firm-name: WM. H. TURNBULL AND CO., [909, 67, 1095, 105]
ad-exchange [228, 749, 444, 863]
ad-firm-address: Auctioneers, 27 Panama Street. [271, 447, 401, 457]
ad-harris-crump [676, 1004, 884, 1051]
column-header: AUCTIONS. [6, 48, 216, 61]
